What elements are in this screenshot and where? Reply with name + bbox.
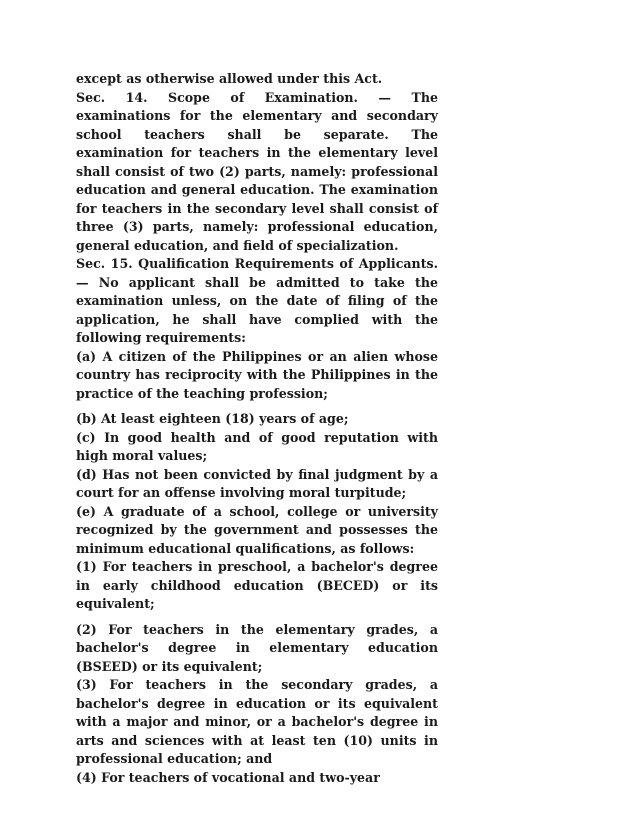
qualification-2-elementary: (2) For teachers in the elementary grades, a bachelor's degree in elementary education (BSEED) or its equivalent;: [76, 621, 438, 674]
requirement-d-no-conviction: (d) Has not been convicted by final judgment by a court for an offense involving moral turpitude;: [76, 466, 438, 500]
document-page: [76, 70, 438, 787]
qualification-1-preschool: (1) For teachers in preschool, a bachelor's degree in early childhood education (BECED) or its equivalent;: [76, 559, 438, 611]
section-14-scope-of-examination: Sec. 14. Scope of Examination. — The examinations for the elementary and secondary school teachers shall be separate. The examination for teachers in the elementary level shall consist of two (2) parts, namely: professional education and general education. The examination for teachers in the secondary level shall consist of three (3) parts, namely: professional education, general education, and field of specialization.: [76, 89, 438, 253]
qualification-3-secondary: (3) For teachers in the secondary grades, a bachelor's degree in education or its equivalent with a major and minor, or a bachelor's degree in arts and sciences with at least ten (10) units in professional education; and: [76, 677, 438, 766]
paragraph-continuation: except as otherwise allowed under this Act.: [76, 71, 383, 86]
qualification-4-vocational: (4) For teachers of vocational and two-year: [76, 769, 380, 785]
section-15-qualification-requirements: Sec. 15. Qualification Requirements of Applicants. — No applicant shall be admitted to take the examination unless, on the date of filing of the application, he shall have complied with the following requirements:: [76, 256, 438, 345]
requirement-a-citizenship: (a) A citizen of the Philippines or an alien whose country has reciprocity with the Philippines in the practice of the teaching profession;: [76, 348, 438, 401]
requirement-c-health: (c) In good health and of good reputation with high moral values;: [76, 429, 438, 463]
requirement-b-age: (b) At least eighteen (18) years of age;: [76, 411, 349, 426]
requirement-e-graduate: (e) A graduate of a school, college or university recognized by the government and possesses the minimum educational qualifications, as follows:: [76, 503, 438, 556]
